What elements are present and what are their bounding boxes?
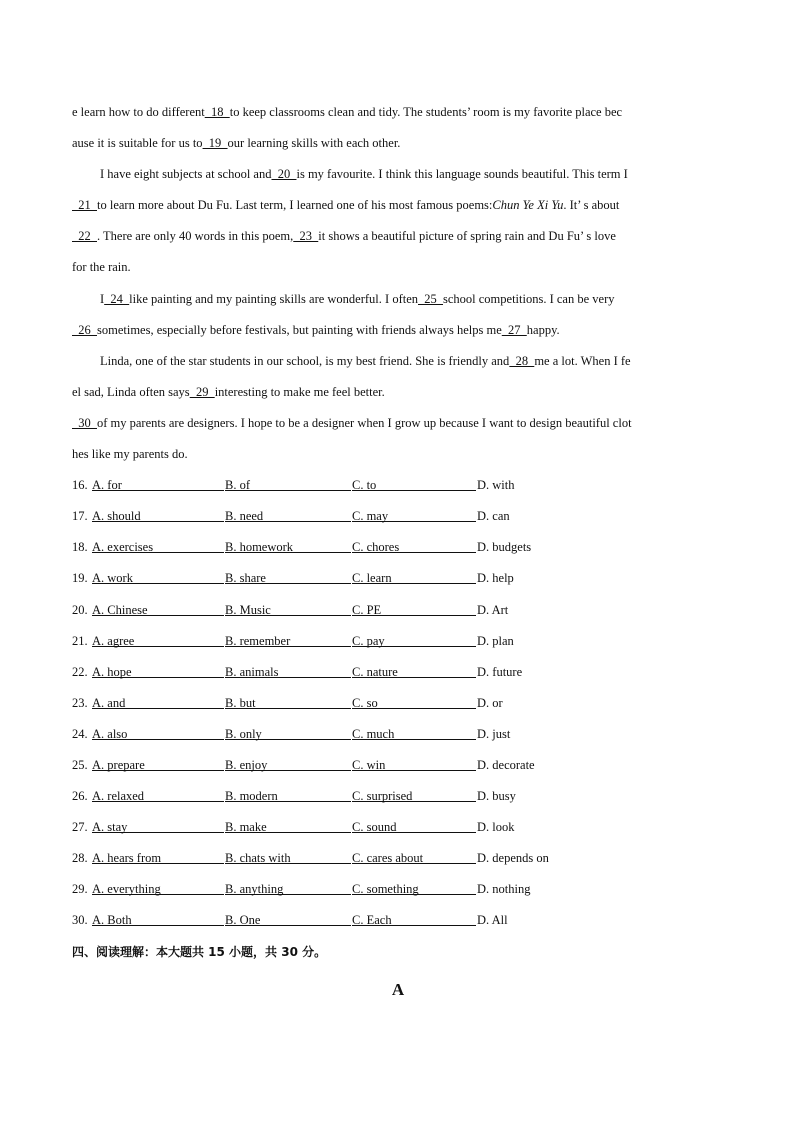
option-label: C. to [352,474,476,491]
question-row [72,536,724,567]
question-number: 24. [72,726,88,741]
option-a[interactable] [92,567,224,589]
option-b[interactable] [225,723,351,745]
option-label: D. future [477,664,523,679]
option-label: B. chats with [225,847,351,864]
option-b[interactable] [225,878,351,900]
blank-27: 27 [501,322,527,337]
passage-line [72,163,724,194]
option-label: C. win [352,754,476,771]
document-page [72,101,724,1000]
question-row [72,630,724,661]
passage-line [72,132,724,163]
passage-text: . There are only 40 words in this poem, [97,229,294,244]
option-a[interactable] [92,692,224,714]
option-label: D. busy [477,789,516,804]
option-label: C. so [352,692,476,709]
passage-line [72,225,724,256]
option-b[interactable] [225,567,351,589]
option-d[interactable] [477,754,535,776]
option-label: A. relaxed [92,785,224,802]
option-label: A. should [92,505,224,522]
question-row [72,661,724,692]
option-label: C. chores [352,536,476,553]
option-label: A. everything [92,878,224,895]
option-label: D. All [477,913,508,928]
option-c[interactable] [352,878,476,900]
poem-title: Chun Ye Xi Yu [492,198,564,213]
passage-line [72,256,724,287]
passage-text: to learn more about Du Fu. Last term, I learned one of his most famous poems: [97,198,493,213]
option-c[interactable] [352,692,476,714]
question-number: 21. [72,633,88,648]
option-label: A. exercises [92,536,224,553]
option-label: D. or [477,695,503,710]
option-label: B. anything [225,878,351,895]
option-label: C. pay [352,630,476,647]
option-a[interactable] [92,599,224,621]
passage-line [72,319,724,350]
blank-22: 22 [72,229,97,244]
option-label: B. only [225,723,351,740]
option-label: A. hears from [92,847,224,864]
blank-28: 28 [509,353,535,368]
option-label: C. cares about [352,847,476,864]
option-b[interactable] [225,847,351,869]
option-label: D. plan [477,633,514,648]
blank-29: 29 [189,384,215,399]
option-label: D. can [477,509,510,524]
option-label: B. share [225,567,351,584]
option-b[interactable] [225,754,351,776]
option-label: B. make [225,816,351,833]
option-label: D. just [477,726,511,741]
option-c[interactable] [352,816,476,838]
option-label: D. look [477,820,515,835]
option-label: C. much [352,723,476,740]
question-row [72,723,724,754]
blank-19: 19 [202,136,228,151]
option-b[interactable] [225,909,351,931]
question-row [72,599,724,630]
option-label: A. and [92,692,224,709]
option-label: D. with [477,478,515,493]
option-label: B. remember [225,630,351,647]
option-d[interactable] [477,692,503,714]
option-label: A. hope [92,661,224,678]
option-c[interactable] [352,754,476,776]
question-row [72,816,724,847]
option-b[interactable] [225,661,351,683]
option-d[interactable] [477,847,549,869]
option-label: A. agree [92,630,224,647]
option-d[interactable] [477,661,522,683]
option-b[interactable] [225,692,351,714]
passage-text: ause it is suitable for us to [72,136,203,151]
option-a[interactable] [92,474,224,496]
passage-text: . It’ s about [563,198,620,213]
question-number: 18. [72,540,88,555]
option-label: B. modern [225,785,351,802]
blank-18: 18 [204,105,230,119]
option-label: C. something [352,878,476,895]
option-d[interactable] [477,878,530,900]
option-c[interactable] [352,536,476,558]
option-label: A. Chinese [92,599,224,616]
option-a[interactable] [92,661,224,683]
passage-line [72,381,724,412]
option-b[interactable] [225,599,351,621]
option-a[interactable] [92,878,224,900]
option-c[interactable] [352,630,476,652]
passage-line [72,350,724,381]
passage-text: happy. [526,322,560,337]
option-b[interactable] [225,630,351,652]
option-b[interactable] [225,536,351,558]
option-label: C. Each [352,909,476,926]
passage-text: school competitions. I can be very [443,291,615,306]
option-label: B. animals [225,661,351,678]
passage-text: is my favourite. I think this language sounds beautiful. This term I [296,167,628,182]
option-c[interactable] [352,474,476,496]
option-label: D. help [477,571,514,586]
option-b[interactable] [225,505,351,527]
option-d[interactable] [477,785,516,807]
option-d[interactable] [477,599,508,621]
passage-text: el sad, Linda often says [72,384,190,399]
option-label: A. stay [92,816,224,833]
blank-23: 23 [293,229,319,244]
blank-21: 21 [72,198,97,213]
question-row [72,754,724,785]
question-number: 26. [72,789,88,804]
option-label: D. depends on [477,851,549,866]
option-d[interactable] [477,816,515,838]
option-a[interactable] [92,505,224,527]
option-c[interactable] [352,505,476,527]
option-c[interactable] [352,599,476,621]
passage-text: I [100,291,105,306]
question-number: 19. [72,571,88,586]
option-c[interactable] [352,723,476,745]
option-d[interactable] [477,909,508,931]
option-label: D. decorate [477,757,535,772]
option-c[interactable] [352,567,476,589]
question-number: 27. [72,820,88,835]
option-a[interactable] [92,785,224,807]
option-a[interactable] [92,816,224,838]
option-label: C. may [352,505,476,522]
option-label: C. learn [352,567,476,584]
option-d[interactable] [477,474,515,496]
option-label: B. homework [225,536,351,553]
passage-text: it shows a beautiful picture of spring rain and Du Fu’ s love [318,229,616,244]
option-label: D. Art [477,602,509,617]
blank-24: 24 [104,291,130,306]
blank-20: 20 [271,167,297,182]
option-a[interactable] [92,909,224,931]
question-number: 23. [72,695,88,710]
passage-text: hes like my parents do. [72,447,188,462]
option-c[interactable] [352,847,476,869]
option-d[interactable] [477,567,514,589]
question-number: 28. [72,851,88,866]
section-title: 四、阅读理解：本大题共 15 小题，共 30 分。 [72,944,327,959]
passage-line [72,194,724,225]
option-d[interactable] [477,630,514,652]
question-row [72,692,724,723]
option-a[interactable] [92,723,224,745]
option-c[interactable] [352,909,476,931]
option-b[interactable] [225,785,351,807]
passage-text: our learning skills with each other. [227,136,401,151]
question-number: 30. [72,913,88,928]
option-a[interactable] [92,847,224,869]
options-list [72,474,724,940]
question-number: 25. [72,757,88,772]
option-label: A. also [92,723,224,740]
option-label: B. enjoy [225,754,351,771]
passage-line [72,288,724,319]
passage-line [72,443,724,474]
option-label: A. for [92,474,224,491]
passage-text: me a lot. When I fe [534,353,631,368]
question-row [72,909,724,940]
option-label: B. of [225,474,351,491]
option-label: C. sound [352,816,476,833]
option-label: B. Music [225,599,351,616]
passage-text: I have eight subjects at school and [100,167,272,182]
passage-text: like painting and my painting skills are wonderful. I often [129,291,418,306]
option-label: B. need [225,505,351,522]
option-a[interactable] [92,754,224,776]
part-letter: A [391,979,405,999]
passage-line [72,412,724,443]
option-d[interactable] [477,723,510,745]
option-a[interactable] [92,630,224,652]
option-label: B. but [225,692,351,709]
option-a[interactable] [92,536,224,558]
question-number: 22. [72,664,88,679]
passage-text: to keep classrooms clean and tidy. The students’ room is my favorite place bec [229,105,623,119]
passage-text: e learn how to do different [72,105,205,119]
question-row [72,878,724,909]
question-row [72,474,724,505]
question-number: 29. [72,882,88,897]
option-label: D. budgets [477,540,532,555]
question-number: 17. [72,509,88,524]
blank-25: 25 [418,291,443,306]
question-row [72,505,724,536]
passage-text: Linda, one of the star students in our school, is my best friend. She is friendly and [100,353,510,368]
passage-text: sometimes, especially before festivals, but painting with friends always helps me [97,322,502,337]
option-label: C. PE [352,599,476,616]
question-row [72,847,724,878]
passage-text: interesting to make me feel better. [214,384,385,399]
option-label: A. prepare [92,754,224,771]
question-row [72,785,724,816]
passage-text: of my parents are designers. I hope to be a designer when I grow up because I want to design beautiful clot [97,415,632,430]
option-label: D. nothing [477,882,531,897]
passage-line [72,101,724,132]
question-number: 20. [72,602,88,617]
option-d[interactable] [477,536,531,558]
blank-30: 30 [72,415,97,430]
blank-26: 26 [72,322,97,337]
option-label: C. surprised [352,785,476,802]
option-label: A. work [92,567,224,584]
option-label: B. One [225,909,351,926]
option-b[interactable] [225,474,351,496]
option-c[interactable] [352,661,476,683]
question-row [72,567,724,598]
option-label: A. Both [92,909,224,926]
option-d[interactable] [477,505,510,527]
option-c[interactable] [352,785,476,807]
option-b[interactable] [225,816,351,838]
option-label: C. nature [352,661,476,678]
question-number: 16. [72,478,88,493]
passage-text: for the rain. [72,260,131,275]
